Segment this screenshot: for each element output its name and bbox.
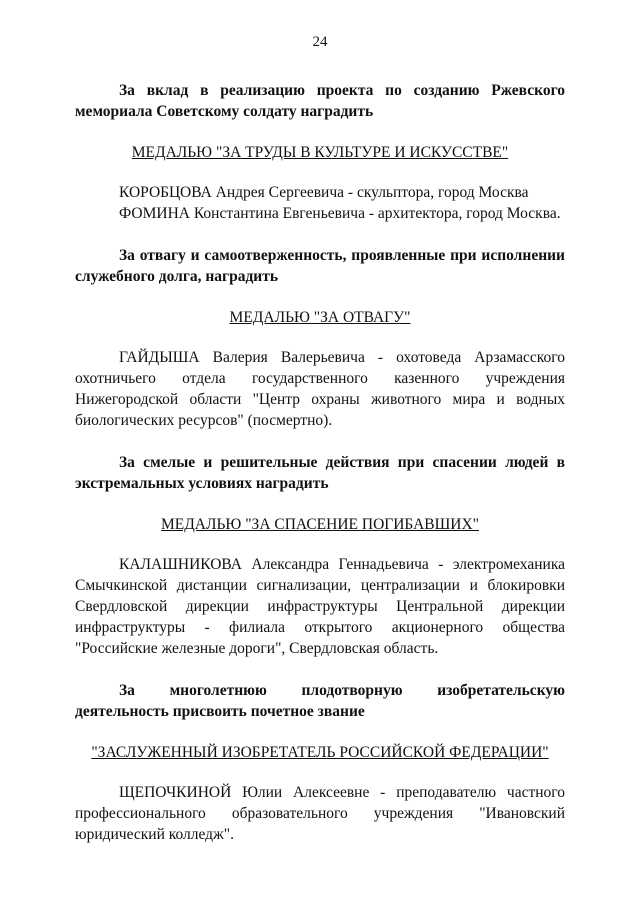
decree-content	[75, 80, 565, 845]
awardee-entry: КОРОБЦОВА Андрея Сергеевича - скульптора, город Москва	[119, 184, 529, 201]
awardee-entry: ГАЙДЫША Валерия Валерьевича - охотоведа Арзамасского охотничьего отдела государственного казенного учреждения Нижегородской области "Центр охраны животного мира и водных биологических ресурсов" (посмертно).	[75, 349, 565, 429]
section-intro: За вклад в реализацию проекта по созданию Ржевского мемориала Советскому солдату наградить	[75, 82, 565, 120]
section-intro: За отвагу и самоотверженность, проявленные при исполнении служебного долга, наградить	[75, 247, 565, 285]
awardee-entry: ЩЕПОЧКИНОЙ Юлии Алексеевне - преподавателю частного профессионального образовательного учреждения "Ивановский юридический колледж".	[75, 784, 565, 843]
section-intro: За смелые и решительные действия при спасении людей в экстремальных условиях наградить	[75, 454, 565, 492]
awardee-entry: ФОМИНА Константина Евгеньевича - архитектора, город Москва.	[119, 205, 561, 222]
award-title: МЕДАЛЬЮ "ЗА СПАСЕНИЕ ПОГИБАВШИХ"	[160, 516, 479, 533]
section-intro: За многолетнюю плодотворную изобретательскую деятельность присвоить почетное звание	[75, 682, 565, 720]
awardee-entry: КАЛАШНИКОВА Александра Геннадьевича - электромеханика Смычкинской дистанции сигнализации, централизации и блокировки Свердловской дирекции инфраструктуры Центральной дирекции инфраструктуры - филиала открытого акционерного общества "Российские железные дороги", Свердловская область.	[75, 556, 565, 657]
award-title: МЕДАЛЬЮ "ЗА ОТВАГУ"	[229, 309, 411, 326]
page-number: 24	[312, 34, 328, 50]
award-title: "ЗАСЛУЖЕННЫЙ ИЗОБРЕТАТЕЛЬ РОССИЙСКОЙ ФЕДЕРАЦИИ"	[91, 744, 549, 761]
award-title: МЕДАЛЬЮ "ЗА ТРУДЫ В КУЛЬТУРЕ И ИСКУССТВЕ"	[131, 144, 509, 161]
